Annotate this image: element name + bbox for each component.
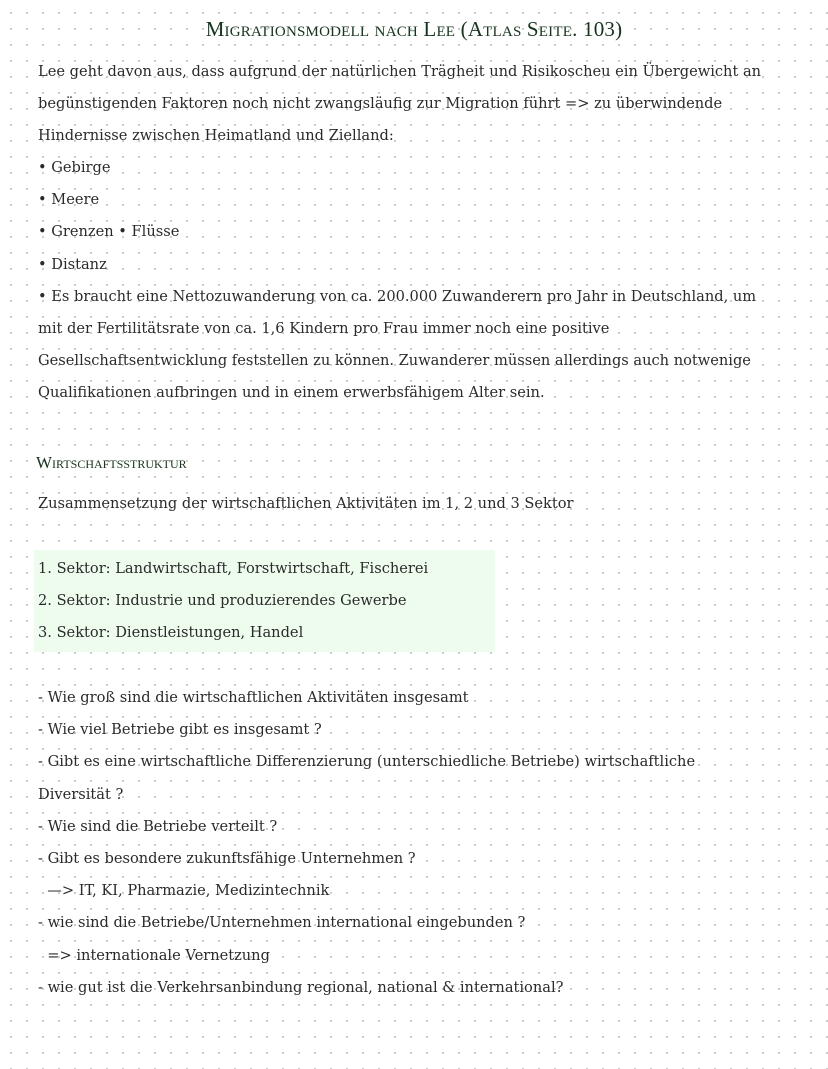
bullet-item: • Gebirge bbox=[38, 159, 111, 176]
bullet-item: • Meere bbox=[38, 191, 100, 208]
paragraph-line: Hindernisse zwischen Heimatland und Zielland: bbox=[38, 127, 394, 144]
question-answer: —> IT, KI, Pharmazie, Medizintechnik bbox=[38, 882, 330, 899]
paragraph-line: Qualifikationen aufbringen und in einem erwerbsfähigem Alter sein. bbox=[38, 384, 545, 401]
question-item: - Gibt es besondere zukunftsfähige Unternehmen ? bbox=[38, 850, 416, 867]
sector-item: 3. Sektor: Dienstleistungen, Handel bbox=[38, 624, 304, 641]
question-item: Diversität ? bbox=[38, 786, 124, 803]
section-heading: Wirtschaftsstruktur bbox=[36, 453, 187, 472]
question-item: - Wie groß sind die wirtschaftlichen Aktivitäten insgesamt bbox=[38, 689, 469, 706]
paragraph-line: mit der Fertilitätsrate von ca. 1,6 Kindern pro Frau immer noch eine positive bbox=[38, 320, 610, 337]
question-answer: => internationale Vernetzung bbox=[38, 947, 270, 964]
bullet-item: • Distanz bbox=[38, 256, 107, 273]
paragraph-line: Lee geht davon aus, dass aufgrund der natürlichen Trägheit und Risikoscheu ein Übergewicht an bbox=[38, 63, 762, 80]
bullet-item: • Grenzen • Flüsse bbox=[38, 223, 180, 240]
section-intro: Zusammensetzung der wirtschaftlichen Aktivitäten im 1, 2 und 3 Sektor bbox=[38, 495, 574, 512]
paragraph-line: Gesellschaftsentwicklung feststellen zu können. Zuwanderer müssen allerdings auch notwenige bbox=[38, 352, 751, 369]
sector-item: 2. Sektor: Industrie und produzierendes Gewerbe bbox=[38, 592, 407, 609]
sector-item: 1. Sektor: Landwirtschaft, Forstwirtschaft, Fischerei bbox=[38, 560, 429, 577]
page-title: Migrationsmodell nach Lee (Atlas Seite. 103) bbox=[205, 17, 623, 41]
question-item: - wie sind die Betriebe/Unternehmen international eingebunden ? bbox=[38, 914, 526, 931]
question-item: - Gibt es eine wirtschaftliche Differenzierung (unterschiedliche Betriebe) wirtschaftliche bbox=[38, 753, 696, 770]
question-item: - Wie viel Betriebe gibt es insgesamt ? bbox=[38, 721, 322, 738]
bullet-item: • Es braucht eine Nettozuwanderung von ca. 200.000 Zuwanderern pro Jahr in Deutschland, um bbox=[38, 288, 757, 305]
question-item: - Wie sind die Betriebe verteilt ? bbox=[38, 818, 278, 835]
paragraph-line: begünstigenden Faktoren noch nicht zwangsläufig zur Migration führt => zu überwindende bbox=[38, 95, 723, 112]
question-item: - wie gut ist die Verkehrsanbindung regional, national & international? bbox=[38, 979, 564, 996]
